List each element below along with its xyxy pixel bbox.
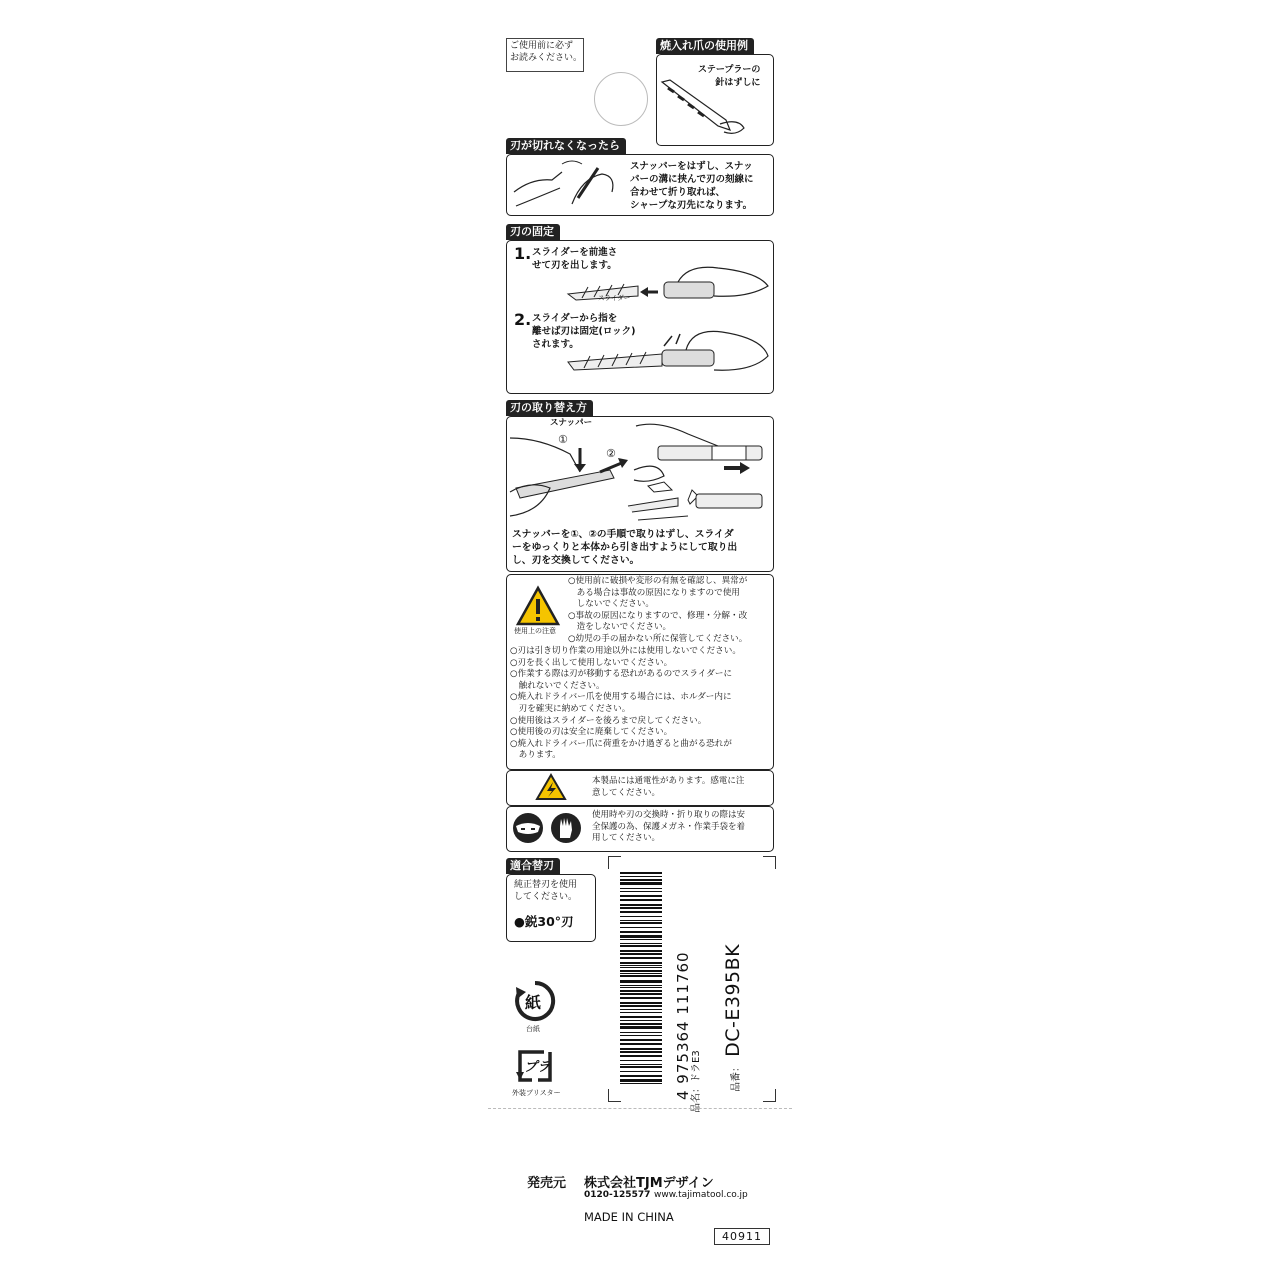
barcode-bar — [620, 1055, 662, 1057]
dull-blade-title: 刃が切れなくなったら — [506, 138, 626, 154]
barcode-bar — [620, 950, 662, 952]
product-code-box: 40911 — [714, 1228, 770, 1245]
barcode-bar — [620, 891, 662, 892]
barcode-bar — [620, 985, 662, 986]
step-mark-2: ② — [606, 447, 616, 460]
paper-recycle-label: 台紙 — [526, 1025, 540, 1033]
barcode-bar — [620, 916, 662, 917]
barcode-bar — [620, 872, 662, 874]
dull-blade-text: スナッパーをはずし、スナッ パーの溝に挟んで刃の刻線に 合わせて折り取れば、 シャープな刃先になります。 — [630, 161, 754, 211]
barcode-bar — [620, 1009, 662, 1010]
barcode-bar — [620, 888, 662, 889]
barcode — [620, 872, 662, 1088]
barcode-bar — [620, 973, 662, 974]
barcode-bar — [620, 997, 662, 999]
barcode-bar — [620, 1064, 662, 1065]
blade-replace-text: スナッパーを①、②の手順で取りはずし、スライダ ーをゆっくりと本体から引き出すようにして取り出 し、刃を交換してください。 — [512, 529, 738, 566]
barcode-bar — [620, 990, 662, 992]
barcode-bar — [620, 980, 662, 983]
hang-hole — [594, 72, 648, 126]
blade-replace-title: 刃の取り替え方 — [506, 400, 593, 416]
paper-recycle-char: 紙 — [525, 993, 542, 1012]
product-code-label: 品番： — [731, 1062, 742, 1092]
barcode-number: 4 975364 111760 — [674, 951, 692, 1100]
barcode-bar — [620, 1066, 662, 1068]
barcode-bar — [620, 939, 662, 940]
warning-icon — [516, 586, 560, 626]
usage-example-title: 焼入れ爪の使用例 — [656, 38, 754, 54]
barcode-bar — [620, 904, 662, 906]
barcode-bar — [620, 1051, 662, 1053]
step2-number: 2. — [514, 310, 532, 329]
barcode-bar — [620, 965, 662, 966]
barcode-bar — [620, 970, 662, 972]
seller-label: 発売元 — [527, 1176, 567, 1191]
step1-number: 1. — [514, 244, 532, 263]
plastic-recycle-label: 外装ブリスター — [512, 1089, 561, 1097]
barcode-bar — [620, 879, 662, 881]
barcode-bar — [620, 1079, 662, 1082]
barcode-bar — [620, 1039, 662, 1041]
compatible-blade: ●鋭30°刃 — [514, 914, 574, 929]
barcode-bar — [620, 911, 662, 913]
step2-text: スライダーから指を 離せば刃は固定(ロック) されます。 — [532, 313, 636, 350]
barcode-bar — [620, 922, 662, 924]
card-bottom-edge — [488, 1108, 792, 1109]
barcode-bar — [620, 935, 662, 938]
barcode-bar — [620, 967, 662, 968]
product-name: 品名：ドラE3 — [691, 1050, 702, 1113]
barcode-bar — [620, 1020, 662, 1021]
barcode-bar — [620, 987, 662, 988]
electric-text: 本製品には通電性があります。感電に注 意してください。 — [592, 776, 745, 798]
gloves-icon — [550, 812, 582, 844]
barcode-bar — [620, 1035, 662, 1036]
barcode-bar — [620, 1060, 662, 1061]
goggles-icon — [512, 812, 544, 844]
barcode-bar — [620, 931, 662, 933]
barcode-bar — [620, 1012, 662, 1013]
barcode-bar — [620, 1075, 662, 1077]
barcode-bar — [620, 895, 662, 897]
barcode-bar — [620, 899, 662, 901]
package-card — [488, 20, 792, 1113]
caution-label: 使用上の注意 — [514, 627, 556, 635]
barcode-bar — [620, 1002, 662, 1004]
protective-text: 使用時や刃の交換時・折り取りの際は安 全保護の為、保護メガネ・作業手袋を着 用してください。 — [592, 810, 746, 844]
barcode-bar — [620, 975, 662, 977]
barcode-bar — [620, 1026, 662, 1029]
product-code: DC-E395BK — [722, 943, 744, 1057]
barcode-bar — [620, 1023, 662, 1025]
phone-number: 0120-125577 — [584, 1190, 651, 1200]
barcode-bar — [620, 876, 662, 877]
staple-remover-illustration — [660, 80, 760, 140]
barcode-bar — [620, 957, 662, 959]
compatible-title: 適合替刃 — [506, 858, 560, 874]
snapper-removal-illustration — [510, 432, 634, 522]
barcode-bar — [620, 927, 662, 928]
barcode-bar — [620, 1043, 662, 1045]
barcode-bar — [620, 907, 662, 909]
barcode-bar — [620, 1083, 662, 1084]
plastic-recycle-char: プラ — [524, 1060, 551, 1075]
step2-illustration — [568, 332, 768, 388]
step1-illustration — [568, 264, 768, 314]
usage-example-caption: ステープラーの 針はずしに — [698, 65, 761, 88]
barcode-bar — [620, 920, 662, 921]
barcode-bar — [620, 945, 662, 947]
product-code-block — [722, 896, 746, 1092]
read-first-text: ご使用前に必ず お読みください。 — [510, 41, 583, 63]
company-name: 株式会社TJMデザイン — [584, 1176, 714, 1191]
barcode-bar — [620, 1048, 662, 1050]
step-mark-1: ① — [558, 433, 568, 446]
electric-shock-icon — [536, 774, 566, 800]
barcode-bar — [620, 953, 662, 955]
made-in: MADE IN CHINA — [584, 1210, 674, 1224]
slider-removal-illustration — [628, 420, 768, 524]
barcode-bar — [620, 1032, 662, 1033]
compatible-text: 純正替刃を使用 してください。 — [514, 880, 578, 902]
slider-label: スライダー — [598, 294, 631, 302]
website-url: www.tajimatool.co.jp — [654, 1190, 748, 1200]
barcode-bar — [620, 1016, 662, 1018]
barcode-bar — [620, 1071, 662, 1072]
caution-items-bottom: ○刃は引き切り作業の用途以外には使用しないでください。 ○刃を長く出して使用しないでください。 ○作業する際は刃が移動する恐れがあるのでスライダーに 触れないでください。 ○焼入れドライバー爪を使用する場合には、ホルダー内に 刃を確実に納めてください。 ○使用後はスライダーを後ろまで戻してください。 ○使用後の刃は安全に廃棄してください。 ○焼入れドライバー爪に荷重をかけ過ぎると曲がる恐れが あります。 — [510, 646, 741, 761]
barcode-bar — [620, 962, 662, 964]
barcode-bar — [620, 943, 662, 944]
barcode-bar — [620, 993, 662, 995]
step1-text: スライダーを前進さ せて刃を出します。 — [532, 247, 618, 271]
barcode-bar — [620, 1005, 662, 1007]
blade-lock-title: 刃の固定 — [506, 224, 560, 240]
snapper-label: スナッパー — [550, 418, 593, 428]
caution-items-top: ○使用前に破損や変形の有無を確認し、異常が ある場合は事故の原因になりますので使用 しないでください。 ○事故の原因になりますので、修理・分解・改 造をしないでください。 ○幼児の手の届かない所に保管してください。 — [568, 576, 748, 644]
barcode-bar — [620, 882, 662, 885]
snap-off-illustration — [512, 158, 622, 212]
